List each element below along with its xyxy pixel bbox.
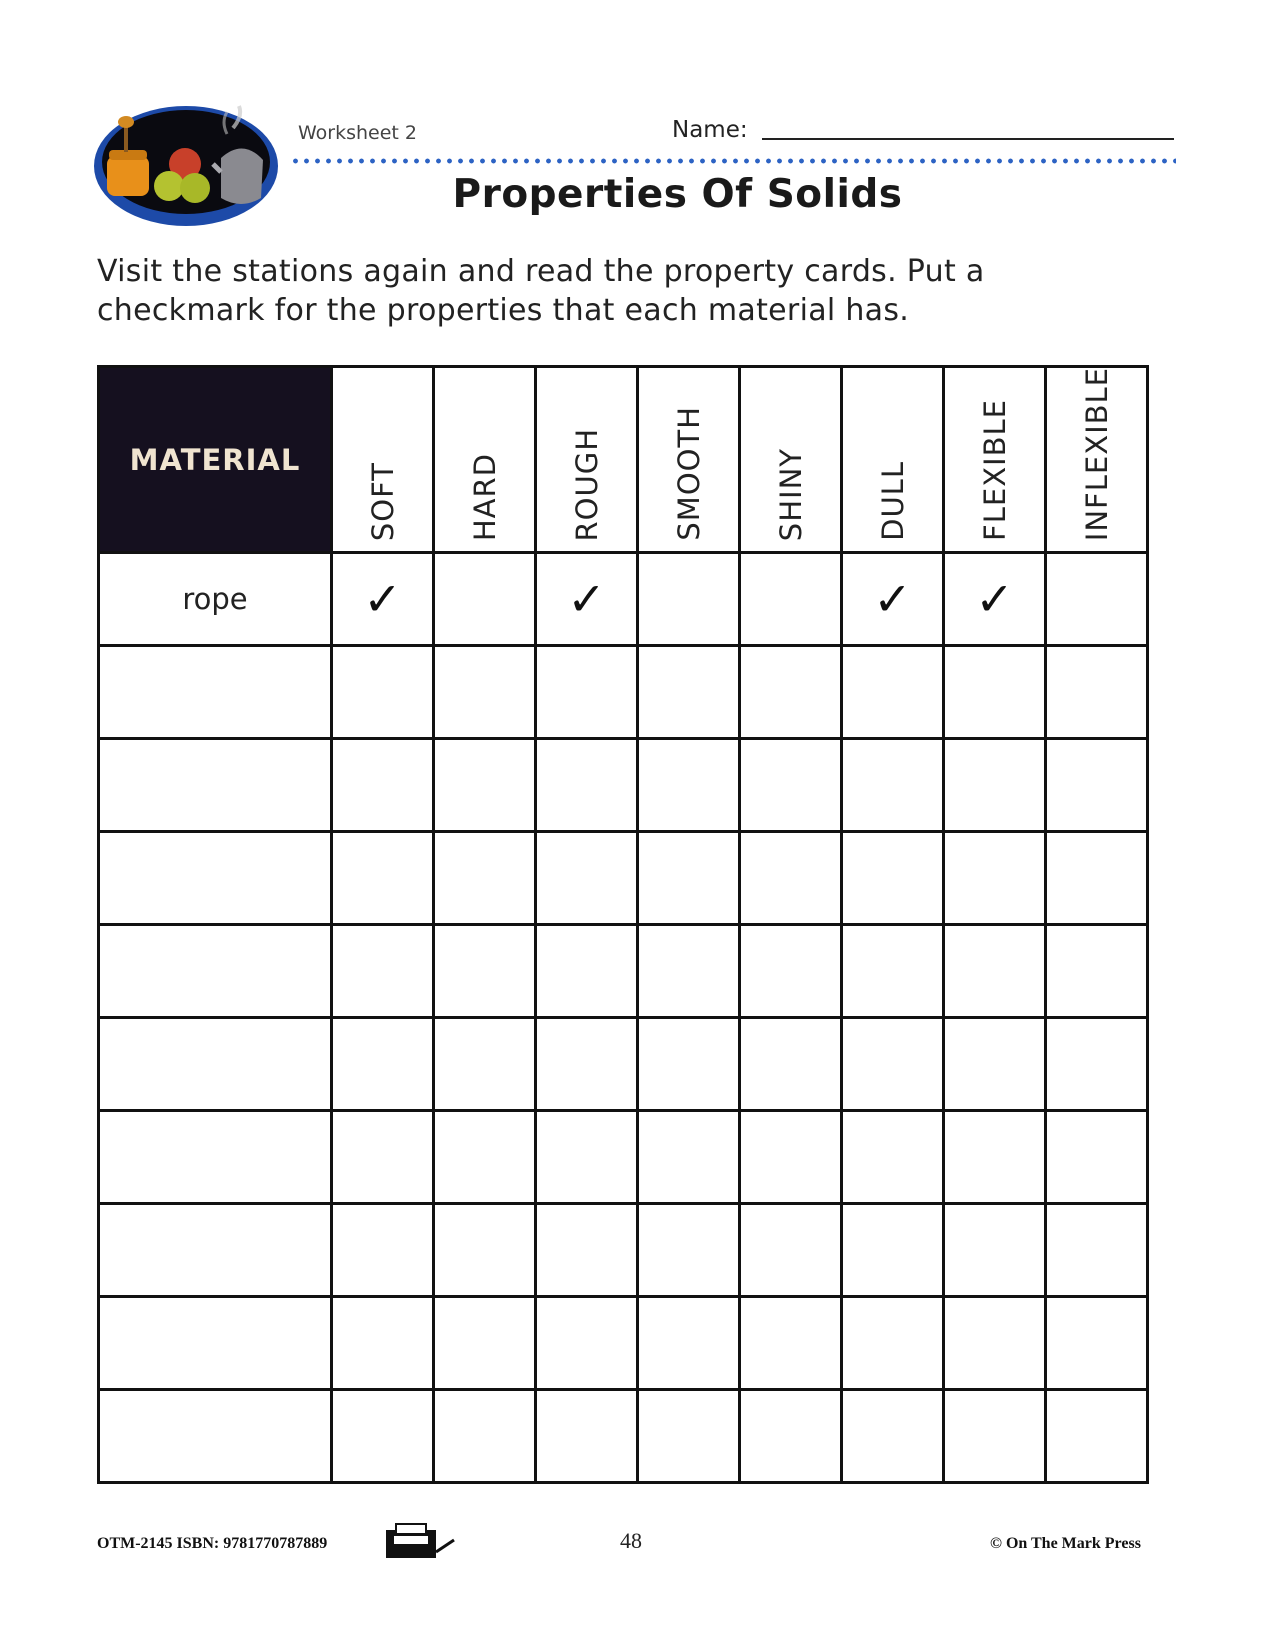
dotted-divider: [290, 158, 1176, 164]
check-cell-rough[interactable]: [537, 1019, 639, 1112]
check-cell-hard[interactable]: [435, 833, 537, 926]
check-cell-shiny[interactable]: [741, 833, 843, 926]
check-cell-inflexible[interactable]: [1047, 740, 1149, 833]
check-cell-hard[interactable]: [435, 740, 537, 833]
check-cell-soft[interactable]: [333, 1298, 435, 1391]
check-cell-inflexible[interactable]: [1047, 647, 1149, 740]
check-cell-rough[interactable]: [537, 740, 639, 833]
material-cell[interactable]: [100, 1391, 333, 1484]
check-cell-flexible[interactable]: [945, 833, 1047, 926]
check-cell-smooth[interactable]: [639, 1019, 741, 1112]
check-cell-flexible[interactable]: [945, 647, 1047, 740]
check-cell-smooth[interactable]: [639, 647, 741, 740]
material-cell[interactable]: [100, 926, 333, 1019]
check-cell-rough[interactable]: [537, 554, 639, 647]
check-cell-hard[interactable]: [435, 647, 537, 740]
check-cell-inflexible[interactable]: [1047, 926, 1149, 1019]
property-header-inflexible: [1047, 368, 1149, 554]
material-cell[interactable]: [100, 740, 333, 833]
material-cell[interactable]: [100, 647, 333, 740]
check-cell-inflexible[interactable]: [1047, 833, 1149, 926]
property-header-label: SMOOTH: [671, 406, 706, 541]
check-cell-rough[interactable]: [537, 833, 639, 926]
check-cell-shiny[interactable]: [741, 554, 843, 647]
material-cell[interactable]: [100, 1112, 333, 1205]
check-cell-soft[interactable]: [333, 740, 435, 833]
check-cell-rough[interactable]: [537, 1112, 639, 1205]
page-title: Properties Of Solids: [452, 172, 903, 217]
check-cell-hard[interactable]: [435, 1391, 537, 1484]
material-cell[interactable]: [100, 1019, 333, 1112]
check-cell-soft[interactable]: [333, 833, 435, 926]
check-cell-rough[interactable]: [537, 1205, 639, 1298]
check-cell-soft[interactable]: [333, 554, 435, 647]
property-header-soft: [333, 368, 435, 554]
check-cell-shiny[interactable]: [741, 1019, 843, 1112]
check-cell-flexible[interactable]: [945, 740, 1047, 833]
check-cell-inflexible[interactable]: [1047, 554, 1149, 647]
check-cell-smooth[interactable]: [639, 1112, 741, 1205]
check-cell-smooth[interactable]: [639, 1298, 741, 1391]
worksheet-label: Worksheet 2: [298, 122, 418, 144]
check-cell-smooth[interactable]: [639, 554, 741, 647]
check-cell-shiny[interactable]: [741, 1205, 843, 1298]
check-cell-shiny[interactable]: [741, 740, 843, 833]
check-cell-hard[interactable]: [435, 554, 537, 647]
check-cell-flexible[interactable]: [945, 926, 1047, 1019]
check-cell-smooth[interactable]: [639, 1391, 741, 1484]
name-field-line[interactable]: [762, 138, 1174, 140]
check-cell-dull[interactable]: [843, 740, 945, 833]
check-cell-shiny[interactable]: [741, 926, 843, 1019]
check-cell-hard[interactable]: [435, 1112, 537, 1205]
check-cell-dull[interactable]: [843, 1391, 945, 1484]
check-cell-inflexible[interactable]: [1047, 1112, 1149, 1205]
check-cell-rough[interactable]: [537, 1298, 639, 1391]
checkmark-icon: ✓: [975, 572, 1014, 626]
check-cell-smooth[interactable]: [639, 833, 741, 926]
check-cell-soft[interactable]: [333, 1391, 435, 1484]
property-header-shiny: [741, 368, 843, 554]
checkmark-icon: ✓: [873, 572, 912, 626]
check-cell-smooth[interactable]: [639, 740, 741, 833]
check-cell-inflexible[interactable]: [1047, 1298, 1149, 1391]
check-cell-flexible[interactable]: [945, 554, 1047, 647]
check-cell-dull[interactable]: [843, 554, 945, 647]
check-cell-rough[interactable]: [537, 926, 639, 1019]
property-header-label: SHINY: [773, 447, 808, 541]
check-cell-shiny[interactable]: [741, 647, 843, 740]
printer-stamp-icon: [384, 1522, 456, 1560]
check-cell-hard[interactable]: [435, 1205, 537, 1298]
instructions-text: Visit the stations again and read the property cards. Put a checkmark for the properties that each material has.: [97, 254, 985, 328]
check-cell-shiny[interactable]: [741, 1298, 843, 1391]
check-cell-dull[interactable]: [843, 647, 945, 740]
check-cell-inflexible[interactable]: [1047, 1391, 1149, 1484]
material-cell[interactable]: [100, 1205, 333, 1298]
check-cell-soft[interactable]: [333, 1205, 435, 1298]
checkmark-icon: ✓: [567, 572, 606, 626]
check-cell-flexible[interactable]: [945, 1205, 1047, 1298]
check-cell-hard[interactable]: [435, 1298, 537, 1391]
check-cell-inflexible[interactable]: [1047, 1205, 1149, 1298]
check-cell-hard[interactable]: [435, 926, 537, 1019]
check-cell-rough[interactable]: [537, 1391, 639, 1484]
check-cell-dull[interactable]: [843, 1205, 945, 1298]
material-header: MATERIAL: [100, 368, 333, 554]
material-name: rope: [182, 582, 248, 616]
check-cell-hard[interactable]: [435, 1019, 537, 1112]
property-header-smooth: [639, 368, 741, 554]
check-cell-soft[interactable]: [333, 1019, 435, 1112]
property-header-dull: [843, 368, 945, 554]
property-header-label: ROUGH: [569, 427, 604, 541]
property-header-label: HARD: [467, 452, 502, 541]
property-header-rough: [537, 368, 639, 554]
check-cell-soft[interactable]: [333, 647, 435, 740]
material-cell[interactable]: [100, 1298, 333, 1391]
check-cell-soft[interactable]: [333, 926, 435, 1019]
name-label: Name:: [672, 117, 748, 143]
check-cell-flexible[interactable]: [945, 1112, 1047, 1205]
property-header-label: DULL: [875, 461, 910, 541]
page-number: 48: [620, 1528, 642, 1553]
check-cell-flexible[interactable]: [945, 1391, 1047, 1484]
check-cell-smooth[interactable]: [639, 1205, 741, 1298]
check-cell-flexible[interactable]: [945, 1298, 1047, 1391]
property-header-flexible: [945, 368, 1047, 554]
check-cell-smooth[interactable]: [639, 926, 741, 1019]
check-cell-dull[interactable]: [843, 926, 945, 1019]
property-header-label: INFLEXIBLE: [1079, 366, 1114, 541]
check-cell-dull[interactable]: [843, 1298, 945, 1391]
material-cell[interactable]: [100, 554, 333, 647]
footer-isbn: OTM-2145 ISBN: 9781770787889: [97, 1535, 328, 1552]
property-header-label: SOFT: [365, 461, 400, 541]
check-cell-dull[interactable]: [843, 833, 945, 926]
check-cell-flexible[interactable]: [945, 1019, 1047, 1112]
properties-table: [97, 365, 1149, 1484]
check-cell-inflexible[interactable]: [1047, 1019, 1149, 1112]
check-cell-rough[interactable]: [537, 647, 639, 740]
property-header-hard: [435, 368, 537, 554]
check-cell-shiny[interactable]: [741, 1112, 843, 1205]
check-cell-dull[interactable]: [843, 1112, 945, 1205]
check-cell-soft[interactable]: [333, 1112, 435, 1205]
property-header-label: FLEXIBLE: [977, 399, 1012, 541]
check-cell-dull[interactable]: [843, 1019, 945, 1112]
checkmark-icon: ✓: [363, 572, 402, 626]
footer-copyright: © On The Mark Press: [990, 1535, 1141, 1552]
material-cell[interactable]: [100, 833, 333, 926]
check-cell-shiny[interactable]: [741, 1391, 843, 1484]
